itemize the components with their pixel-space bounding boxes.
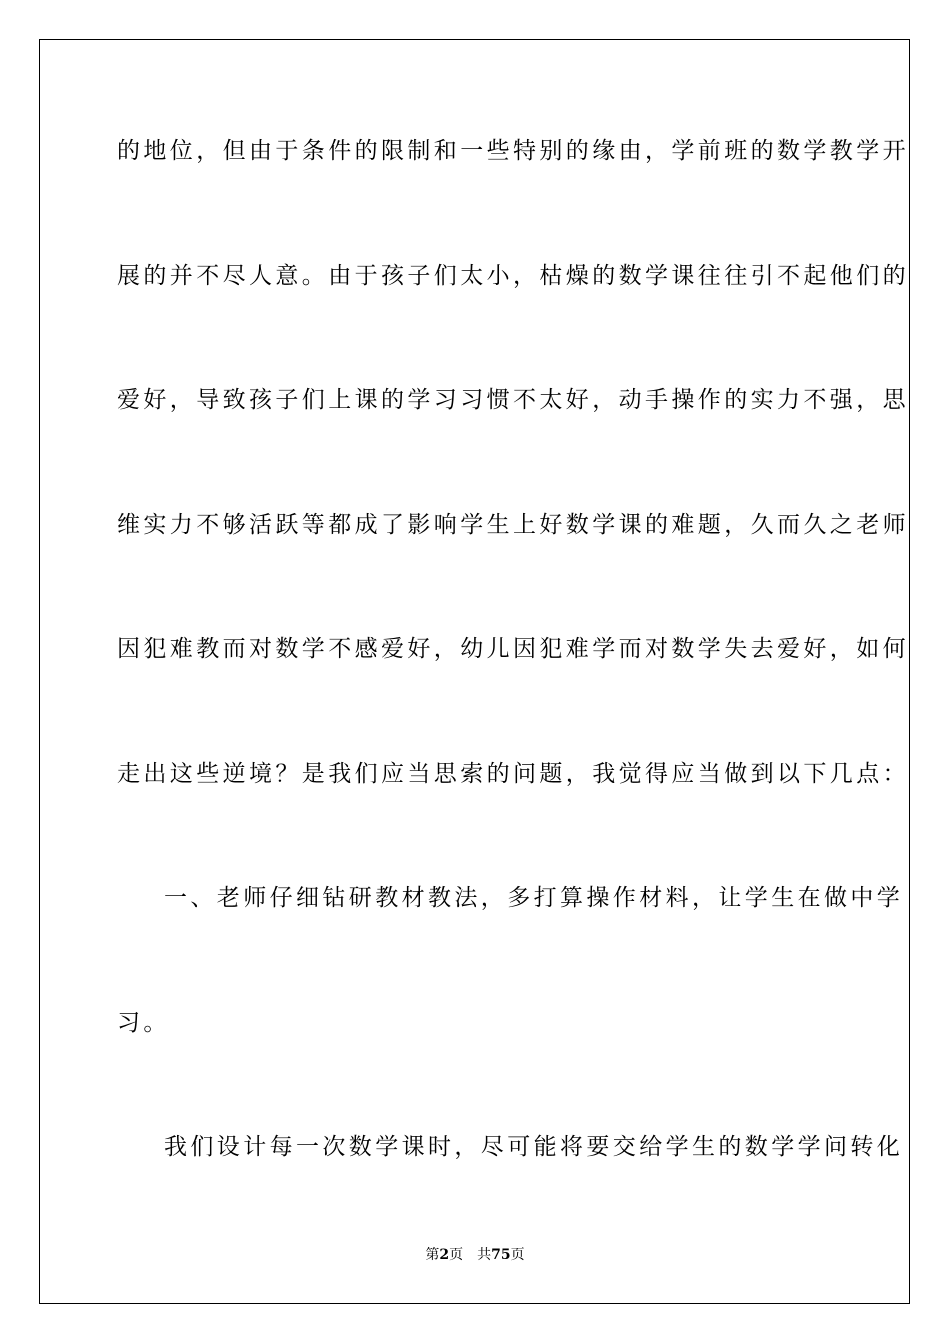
body-text-line: 我们设计每一次数学课时，尽可能将要交给学生的数学学问转化 [164,1134,904,1160]
page-prefix: 第 [425,1247,440,1263]
page-border [39,39,910,1304]
body-text-line: 展的并不尽人意。由于孩子们太小，枯燥的数学课往往引不起他们的 [117,263,909,289]
body-text-line: 走出这些逆境？是我们应当思索的问题，我觉得应当做到以下几点： [117,761,909,787]
total-pages: 75 [491,1247,511,1263]
page-number: 2 [439,1247,450,1263]
page-footer [0,1246,950,1264]
total-prefix: 共 [477,1247,492,1263]
body-text-line: 习。 [117,1010,170,1036]
total-suffix: 页 [510,1247,525,1263]
section-heading-line: 一、老师仔细钻研教材教法，多打算操作材料，让学生在做中学 [164,885,904,911]
body-text-line: 的地位，但由于条件的限制和一些特别的缘由，学前班的数学教学开 [117,138,909,164]
body-text-line: 维实力不够活跃等都成了影响学生上好数学课的难题，久而久之老师 [117,512,909,538]
page-suffix: 页 [449,1247,464,1263]
body-text-line: 因犯难教而对数学不感爱好，幼儿因犯难学而对数学失去爱好，如何 [117,636,909,662]
body-text-line: 爱好，导致孩子们上课的学习习惯不太好，动手操作的实力不强，思 [117,387,909,413]
